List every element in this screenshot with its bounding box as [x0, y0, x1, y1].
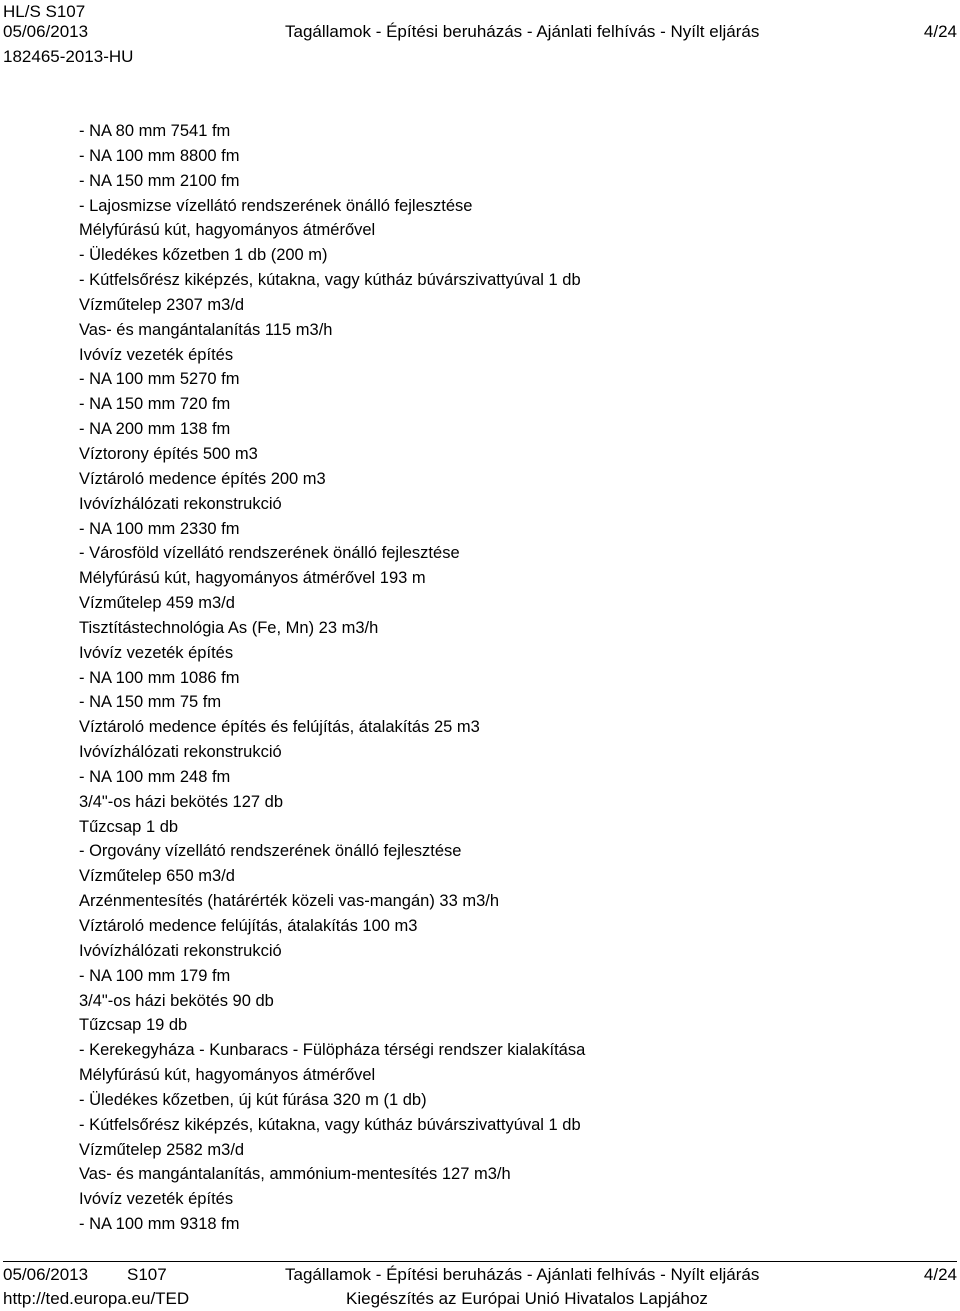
text-line: Vízműtelep 650 m3/d — [79, 867, 235, 886]
text-line: - Lajosmizse vízellátó rendszerének önálló fejlesztése — [79, 196, 473, 215]
footer-title: Tagállamok - Építési beruházás - Ajánlati felhívás - Nyílt eljárás — [285, 1265, 760, 1284]
text-line: - NA 100 mm 2330 fm — [79, 519, 240, 538]
footer-page-number: 4/24 — [923, 1265, 957, 1284]
text-line: Arzénmentesítés (határérték közeli vas-mangán) 33 m3/h — [79, 892, 500, 911]
text-line: - NA 100 mm 179 fm — [79, 966, 231, 985]
text-line: - NA 100 mm 1086 fm — [79, 668, 240, 687]
footer-date: 05/06/2013 — [3, 1265, 89, 1284]
text-line: - Üledékes kőzetben, új kút fúrása 320 m (1 db) — [79, 1090, 427, 1109]
text-line: - Orgovány vízellátó rendszerének önálló fejlesztése — [79, 842, 462, 861]
page-header — [3, 0, 957, 72]
header-date: 05/06/2013 — [3, 22, 89, 41]
text-line: - NA 100 mm 8800 fm — [79, 146, 240, 165]
text-line: Víztároló medence építés 200 m3 — [79, 469, 326, 488]
text-line: Ivóvíz vezeték építés — [79, 345, 234, 364]
text-line: Mélyfúrású kút, hagyományos átmérővel — [79, 1066, 376, 1085]
text-line: - Városföld vízellátó rendszerének önálló fejlesztése — [79, 544, 460, 563]
header-notice-id: 182465-2013-HU — [3, 47, 134, 66]
text-line: Tisztítástechnológia As (Fe, Mn) 23 m3/h — [79, 618, 379, 637]
text-line: - Kútfelsőrész kiképzés, kútakna, vagy kútház búvárszivattyúval 1 db — [79, 1115, 581, 1134]
header-page-number: 4/24 — [923, 22, 957, 41]
footer-code: S107 — [127, 1265, 167, 1284]
header-series: HL/S S107 — [3, 2, 86, 21]
footer-publisher: Kiegészítés az Európai Unió Hivatalos Lapjához — [346, 1289, 708, 1308]
text-line: - NA 100 mm 9318 fm — [79, 1215, 240, 1234]
text-line: Vas- és mangántalanítás, ammónium-mentesítés 127 m3/h — [79, 1165, 511, 1184]
text-line: - NA 150 mm 2100 fm — [79, 171, 240, 190]
text-line: Tűzcsap 19 db — [79, 1016, 188, 1035]
text-line: - NA 100 mm 5270 fm — [79, 370, 240, 389]
text-line: - NA 150 mm 75 fm — [79, 693, 222, 712]
text-line: Vízműtelep 459 m3/d — [79, 594, 235, 613]
document-body — [79, 119, 939, 1237]
text-line: Ivóvíz vezeték építés — [79, 643, 234, 662]
text-line: Víztároló medence építés és felújítás, átalakítás 25 m3 — [79, 718, 480, 737]
text-line: Mélyfúrású kút, hagyományos átmérővel 193 m — [79, 569, 426, 588]
text-line: Vas- és mangántalanítás 115 m3/h — [79, 320, 333, 339]
text-line: Víztároló medence felújítás, átalakítás 100 m3 — [79, 917, 418, 935]
text-line: - Kerekegyháza - Kunbaracs - Fülöpháza térségi rendszer kialakítása — [79, 1041, 586, 1060]
text-line: Mélyfúrású kút, hagyományos átmérővel — [79, 221, 376, 240]
text-line: - NA 200 mm 138 fm — [79, 420, 231, 439]
text-line: - NA 150 mm 720 fm — [79, 395, 231, 414]
text-line: Tűzcsap 1 db — [79, 817, 179, 836]
text-line: - Kútfelsőrész kiképzés, kútakna, vagy kútház búvárszivattyúval 1 db — [79, 271, 581, 290]
text-line: - Üledékes kőzetben 1 db (200 m) — [79, 246, 328, 265]
text-line: Ivóvízhálózati rekonstrukció — [79, 743, 282, 762]
text-line: Ivóvíz vezeték építés — [79, 1190, 234, 1209]
text-line: Víztorony építés 500 m3 — [79, 444, 258, 463]
text-line: Ivóvízhálózati rekonstrukció — [79, 494, 282, 513]
page-footer — [3, 1263, 957, 1311]
text-line: Vízműtelep 2582 m3/d — [79, 1140, 245, 1159]
text-line: Ivóvízhálózati rekonstrukció — [79, 941, 282, 960]
footer-divider — [3, 1261, 957, 1262]
text-line: 3/4"-os házi bekötés 90 db — [79, 991, 274, 1010]
footer-url[interactable]: http://ted.europa.eu/TED — [3, 1289, 190, 1308]
text-line: 3/4"-os házi bekötés 127 db — [79, 792, 283, 811]
text-line: - NA 80 mm 7541 fm — [79, 122, 231, 140]
text-line: - NA 100 mm 248 fm — [79, 767, 231, 786]
header-title: Tagállamok - Építési beruházás - Ajánlati felhívás - Nyílt eljárás — [285, 22, 760, 41]
text-line: Vízműtelep 2307 m3/d — [79, 295, 245, 314]
